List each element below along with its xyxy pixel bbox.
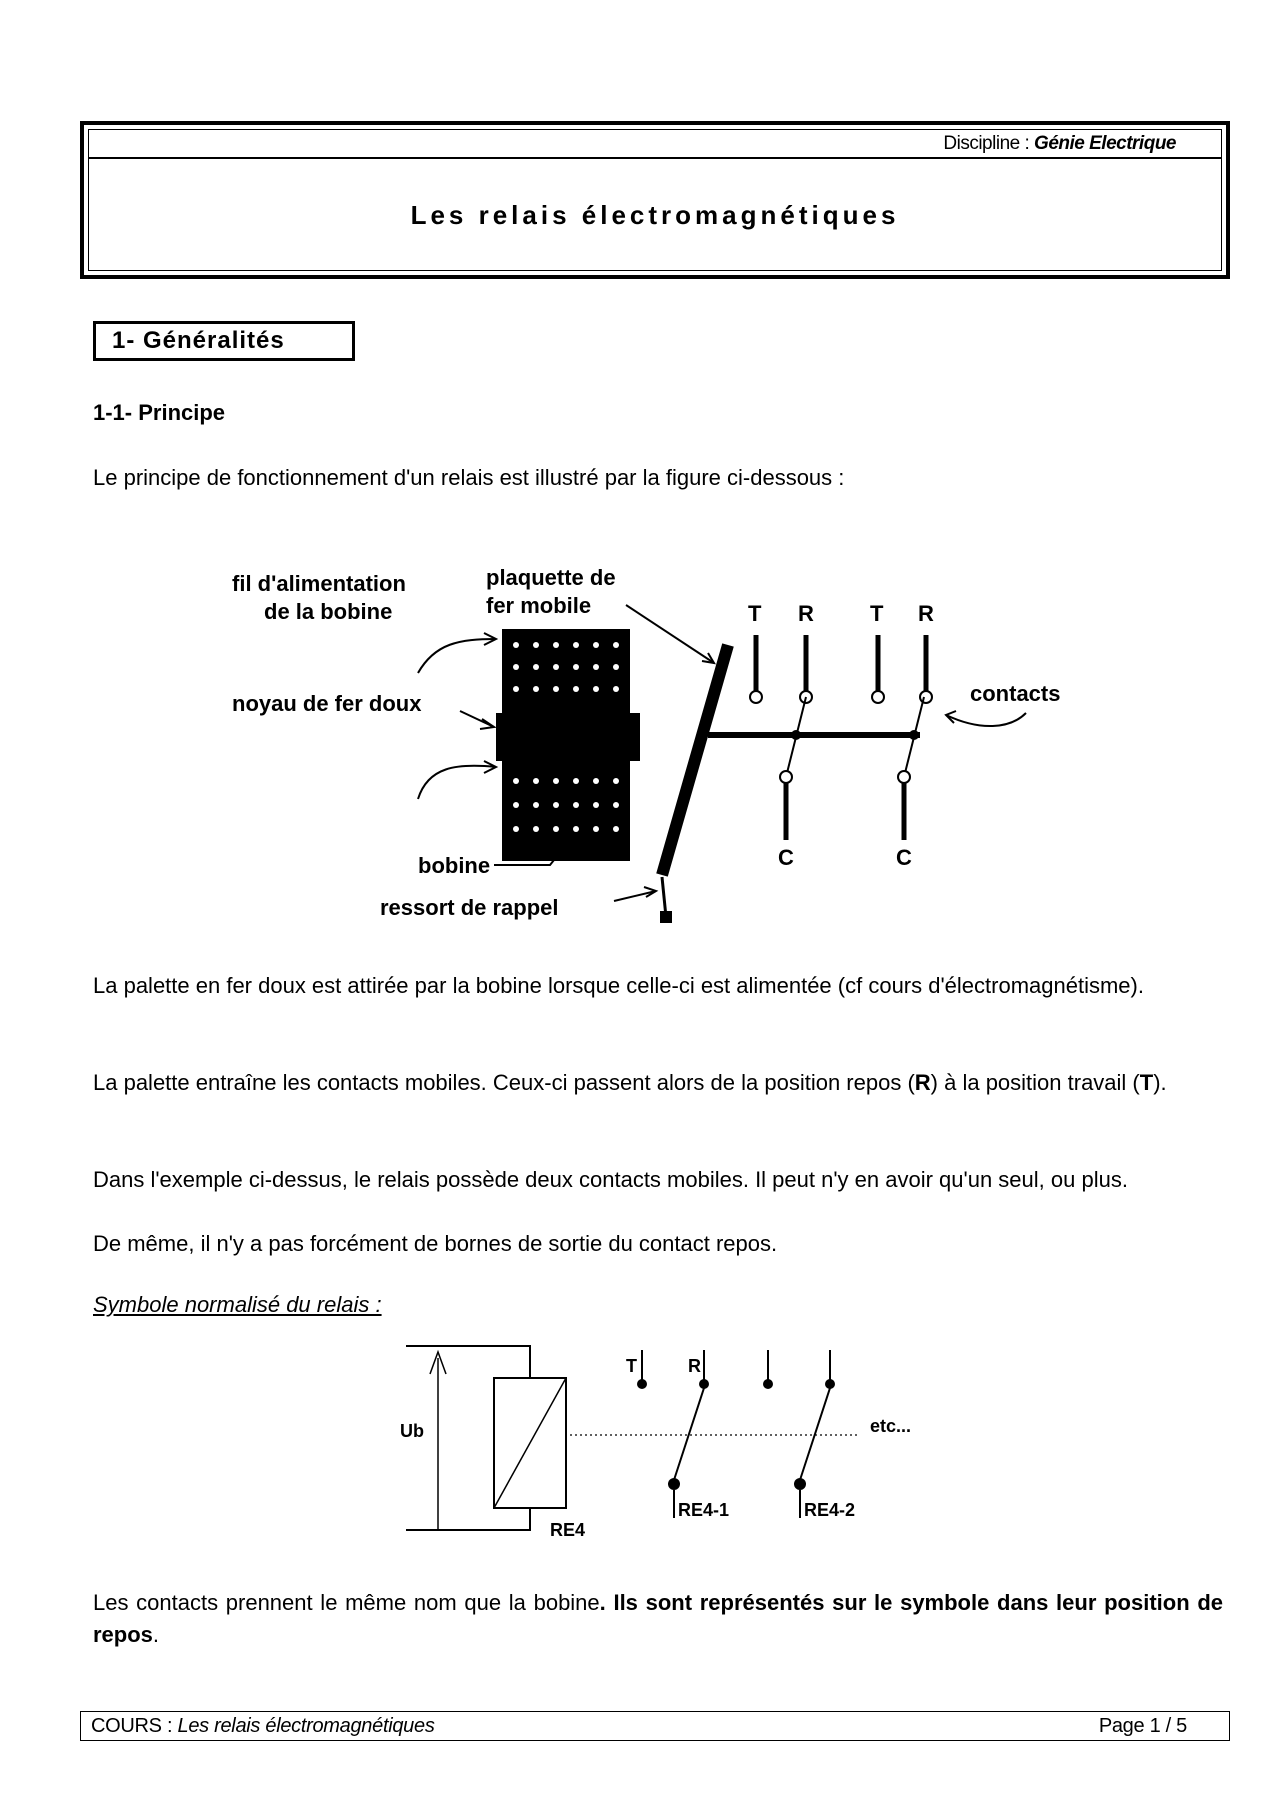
symbol-contact-t-point xyxy=(637,1379,647,1389)
discipline-label: Discipline : xyxy=(943,133,1030,154)
paragraph-3: Dans l'exemple ci-dessus, le relais possède deux contacts mobiles. Il peut n'y en avoir qu'un seul, ou plus. xyxy=(93,1167,1128,1192)
symbol-switch-2 xyxy=(800,1388,830,1480)
relay-symbol-figure xyxy=(390,1330,950,1550)
label-ressort: ressort de rappel xyxy=(380,895,559,920)
label-r2: R xyxy=(918,601,934,626)
header-inner xyxy=(88,129,1222,271)
symbol-contact-4-point xyxy=(825,1379,835,1389)
label-r1: R xyxy=(798,601,814,626)
intro-paragraph: Le principe de fonctionnement d'un relais est illustré par la figure ci-dessous : xyxy=(93,465,845,490)
contact-t2-point xyxy=(872,691,884,703)
coil-wire-bottom xyxy=(406,1508,530,1530)
discipline-value: Génie Electrique xyxy=(1034,133,1176,154)
footer-cours-label: COURS : xyxy=(91,1715,173,1737)
symbol-switch-1 xyxy=(674,1388,704,1480)
label-re4-2: RE4-2 xyxy=(804,1500,856,1520)
footer xyxy=(80,1711,1230,1741)
paragraph-2 xyxy=(93,1067,1223,1099)
footer-cours-title: Les relais électromagnétiques xyxy=(177,1715,435,1737)
label-fil-1: fil d'alimentation xyxy=(232,571,406,596)
label-noyau: noyau de fer doux xyxy=(232,691,422,716)
mobile-contact-1-joint xyxy=(791,730,801,740)
paragraph-5 xyxy=(93,1587,1223,1651)
iron-core xyxy=(496,713,640,761)
symbol-switch-1-pivot xyxy=(668,1478,680,1490)
common-2-point xyxy=(898,771,910,783)
mobile-contact-2-joint xyxy=(909,730,919,740)
label-c1: C xyxy=(778,845,794,870)
paragraph-4: De même, il n'y a pas forcément de bornes de sortie du contact repos. xyxy=(93,1231,778,1256)
contact-r2-point xyxy=(920,691,932,703)
subsection-title: 1-1- Principe xyxy=(93,400,226,425)
label-symbol-r: R xyxy=(688,1356,701,1376)
label-fil-2: de la bobine xyxy=(264,599,393,624)
discipline-row xyxy=(89,130,1221,159)
label-re4: RE4 xyxy=(550,1520,586,1540)
coil-wire-top xyxy=(406,1346,530,1378)
label-etc: etc... xyxy=(870,1416,912,1436)
paragraph-1: La palette en fer doux est attirée par la bobine lorsque celle-ci est alimentée (cf cours d'électromagnétisme). xyxy=(93,973,1144,998)
paragraph-5-c: . xyxy=(152,1622,160,1647)
common-1-point xyxy=(780,771,792,783)
label-ub: Ub xyxy=(400,1421,424,1441)
label-re4-1: RE4-1 xyxy=(678,1500,730,1520)
symbol-contact-r-point xyxy=(699,1379,709,1389)
paragraph-2-r: R xyxy=(914,1070,931,1095)
label-t1: T xyxy=(748,601,762,626)
paragraph-2-c: ). xyxy=(1153,1070,1167,1095)
label-contacts: contacts xyxy=(970,681,1061,706)
section-title: 1- Généralités xyxy=(93,321,355,361)
coil-bottom xyxy=(502,761,630,861)
paragraph-2-a: La palette entraîne les contacts mobiles. Ceux-ci passent alors de la position repos ( xyxy=(93,1070,915,1095)
document-title: Les relais électromagnétiques xyxy=(410,200,900,230)
symbol-switch-2-pivot xyxy=(794,1478,806,1490)
symbol-contact-3-point xyxy=(763,1379,773,1389)
symbol-caption: Symbole normalisé du relais : xyxy=(93,1292,382,1317)
label-c2: C xyxy=(896,845,912,870)
paragraph-5-a: Les contacts prennent le même nom que la bobine xyxy=(93,1590,600,1615)
paragraph-2-t: T xyxy=(1139,1070,1154,1095)
footer-page-number: Page 1 / 5 xyxy=(1098,1715,1187,1737)
footer-course xyxy=(91,1712,435,1740)
paragraph-5-b: . Ils sont représentés sur le symbole dans leur position de repos xyxy=(93,1590,1223,1647)
label-plaquette-2: fer mobile xyxy=(486,593,592,618)
paragraph-2-b: ) à la position travail ( xyxy=(930,1070,1140,1095)
mobile-armature xyxy=(662,645,728,875)
label-plaquette-1: plaquette de xyxy=(486,565,616,590)
contact-t1-point xyxy=(750,691,762,703)
spring-anchor xyxy=(660,911,672,923)
header-frame xyxy=(80,121,1230,279)
label-bobine: bobine xyxy=(418,853,491,878)
relay-principle-figure xyxy=(220,555,1100,935)
label-t2: T xyxy=(870,601,884,626)
label-symbol-t: T xyxy=(626,1356,637,1376)
